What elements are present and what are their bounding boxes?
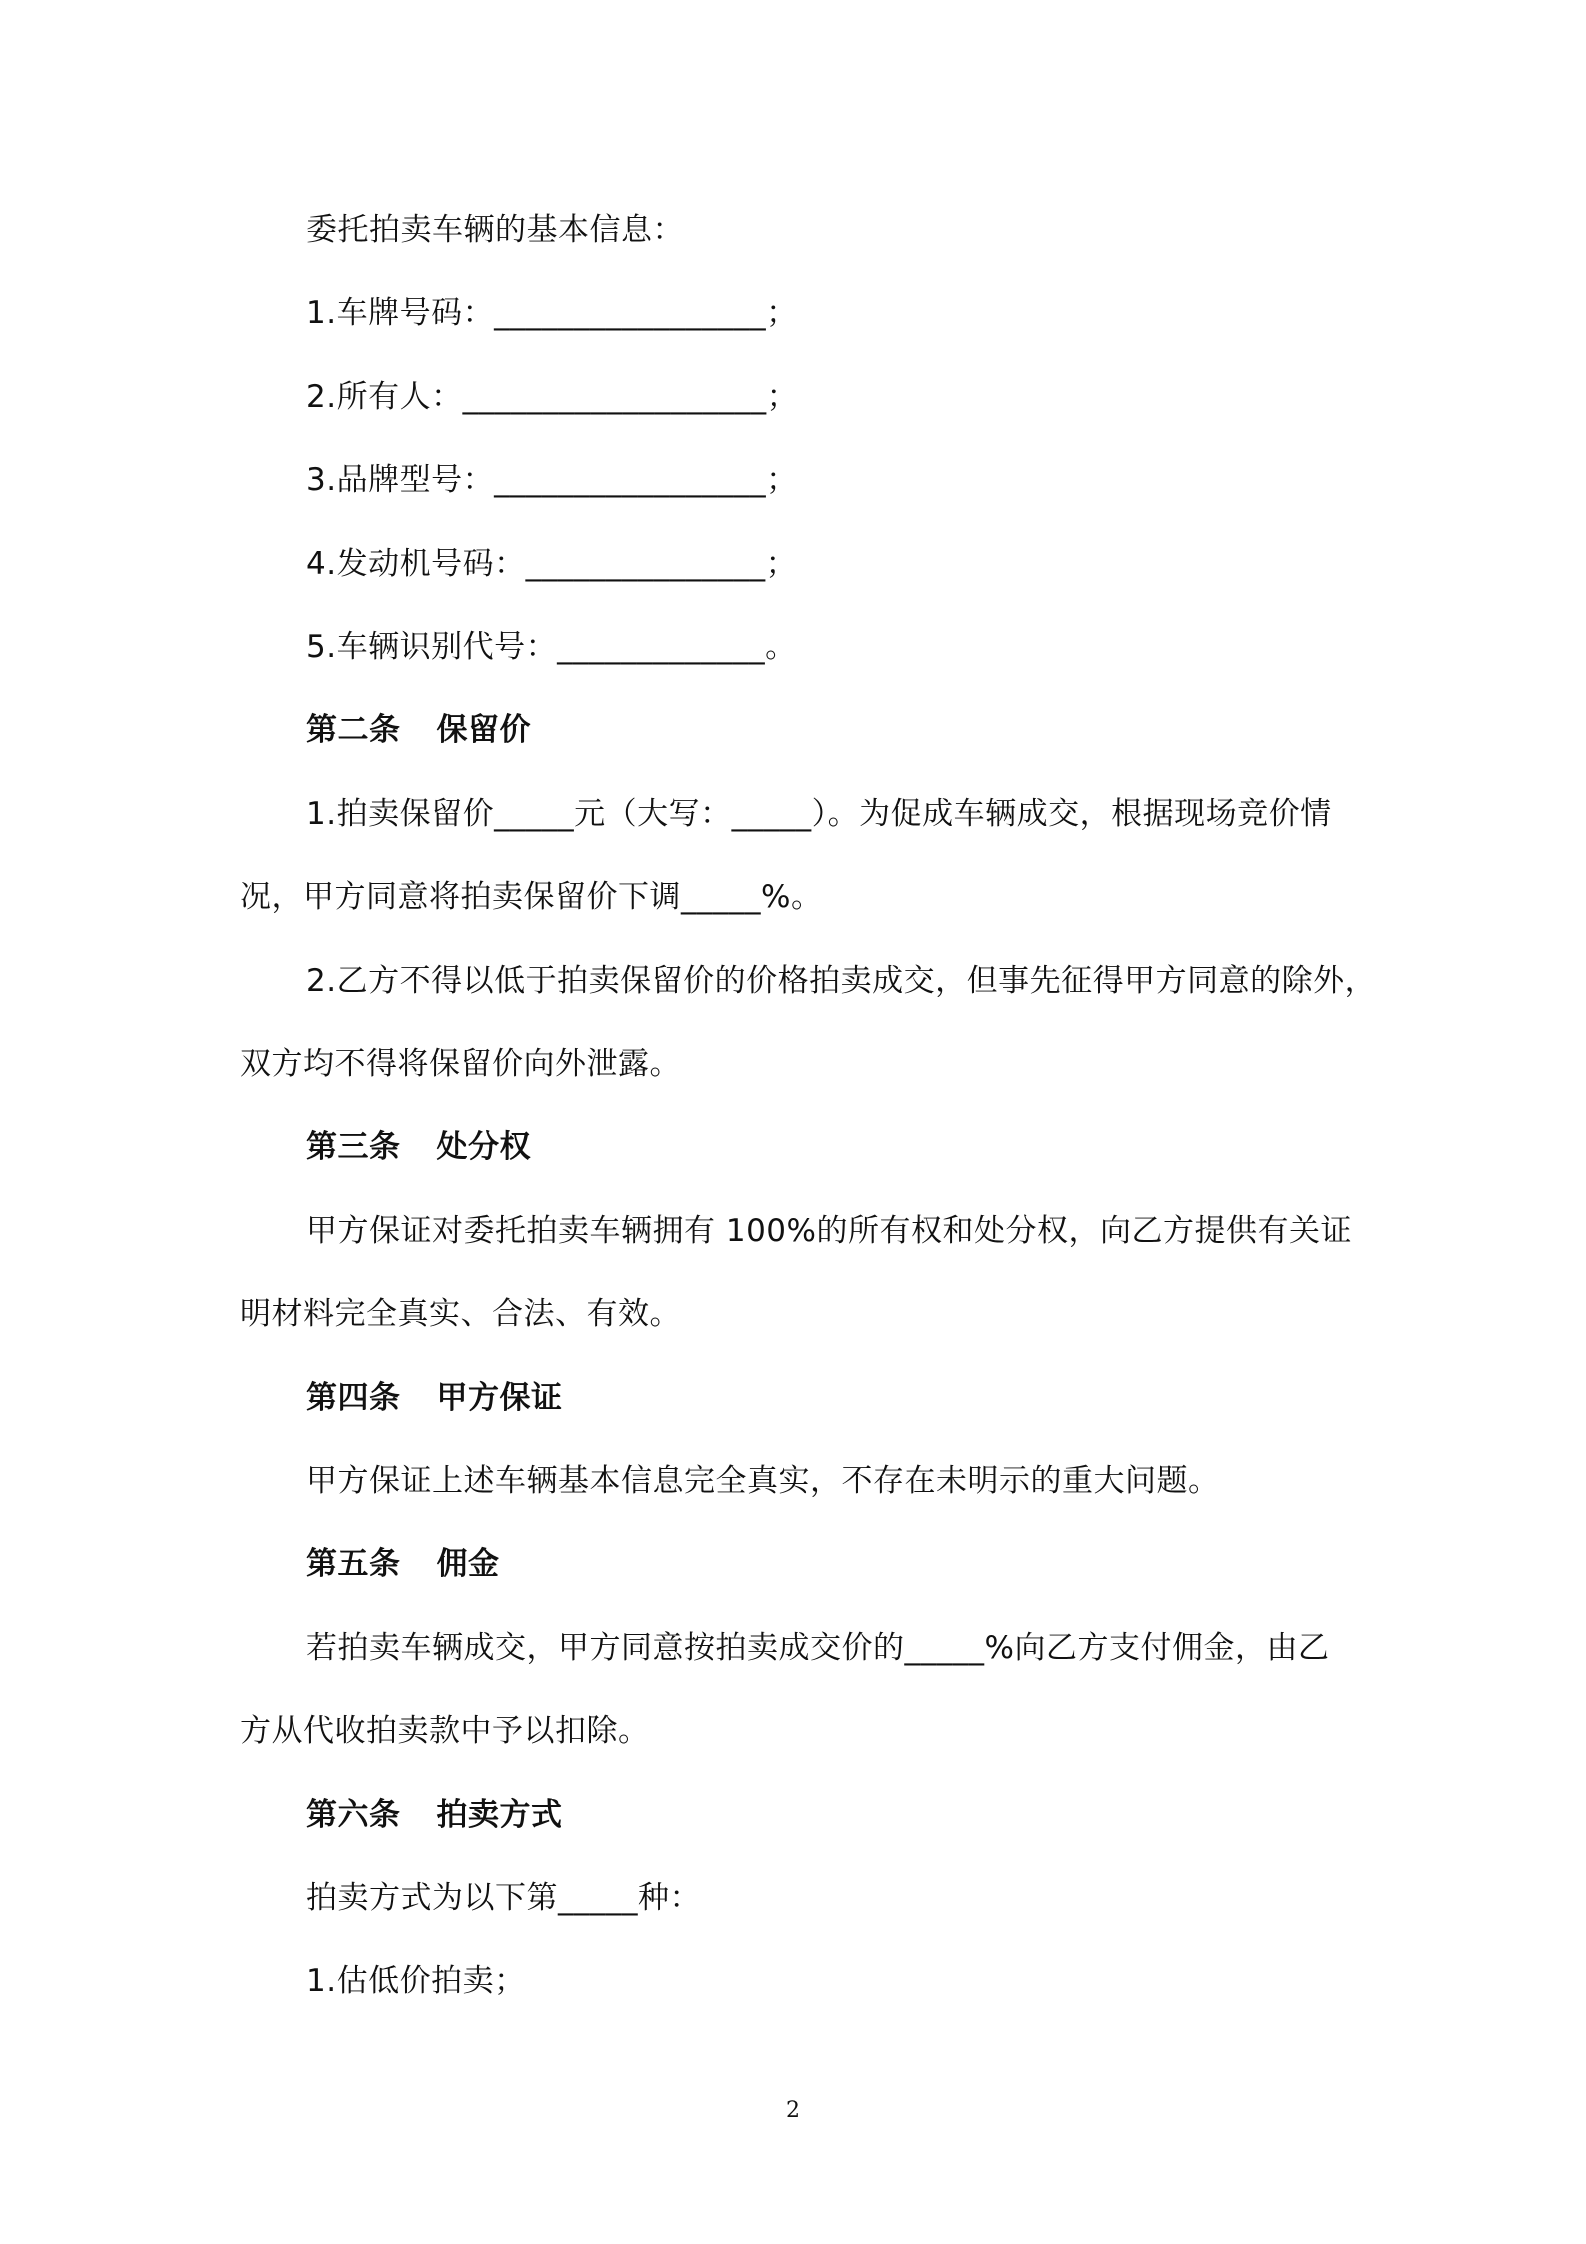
article-2-title: 保留价 [436, 712, 531, 748]
article-4-para-1: 甲方保证上述车辆基本信息完全真实，不存在未明示的重大问题。 [306, 1463, 1220, 1499]
article-5-number: 第五条 [306, 1546, 401, 1582]
article-5-title: 佣金 [436, 1546, 500, 1582]
article-2-para-2-line-2: 双方均不得将保留价向外泄露。 [240, 1046, 681, 1082]
vehicle-info-owner: 2.所有人：___________________； [306, 379, 799, 415]
article-2-number: 第二条 [306, 712, 401, 748]
article-2-para-1-line-1: 1.拍卖保留价_____元（大写：_____）。为促成车辆成交，根据现场竞价情 [306, 796, 1332, 832]
vehicle-info-plate: 1.车牌号码：_________________； [306, 295, 798, 331]
article-6-title: 拍卖方式 [436, 1797, 563, 1833]
article-5-para-1-line-2: 方从代收拍卖款中予以扣除。 [240, 1713, 650, 1749]
vehicle-info-model: 3.品牌型号：_________________； [306, 462, 798, 498]
article-2-heading [306, 710, 531, 750]
article-3-number: 第三条 [306, 1129, 401, 1165]
article-4-heading [306, 1378, 563, 1418]
article-3-para-1-line-1: 甲方保证对委托拍卖车辆拥有 100%的所有权和处分权，向乙方提供有关证 [306, 1213, 1352, 1249]
article-4-title: 甲方保证 [436, 1380, 563, 1416]
article-3-title: 处分权 [436, 1129, 531, 1165]
vehicle-info-engine: 4.发动机号码：_______________； [306, 546, 798, 582]
vehicle-info-intro: 委托拍卖车辆的基本信息： [306, 212, 684, 248]
article-5-heading [306, 1544, 500, 1584]
article-6-heading [306, 1795, 563, 1835]
vehicle-info-vin: 5.车辆识别代号：_____________。 [306, 629, 797, 665]
article-5-para-1-line-1: 若拍卖车辆成交，甲方同意按拍卖成交价的_____%向乙方支付佣金，由乙 [306, 1630, 1330, 1666]
article-3-heading [306, 1127, 531, 1167]
article-6-number: 第六条 [306, 1797, 401, 1833]
page-number: 2 [786, 2098, 800, 2123]
article-3-para-1-line-2: 明材料完全真实、合法、有效。 [240, 1296, 681, 1332]
article-2-para-2-line-1: 2.乙方不得以低于拍卖保留价的价格拍卖成交，但事先征得甲方同意的除外， [306, 963, 1377, 999]
article-2-para-1-line-2: 况，甲方同意将拍卖保留价下调_____%。 [240, 879, 823, 915]
article-4-number: 第四条 [306, 1380, 401, 1416]
article-6-item-1: 1.估低价拍卖； [306, 1963, 526, 1999]
article-6-para-1: 拍卖方式为以下第_____种： [306, 1880, 701, 1916]
